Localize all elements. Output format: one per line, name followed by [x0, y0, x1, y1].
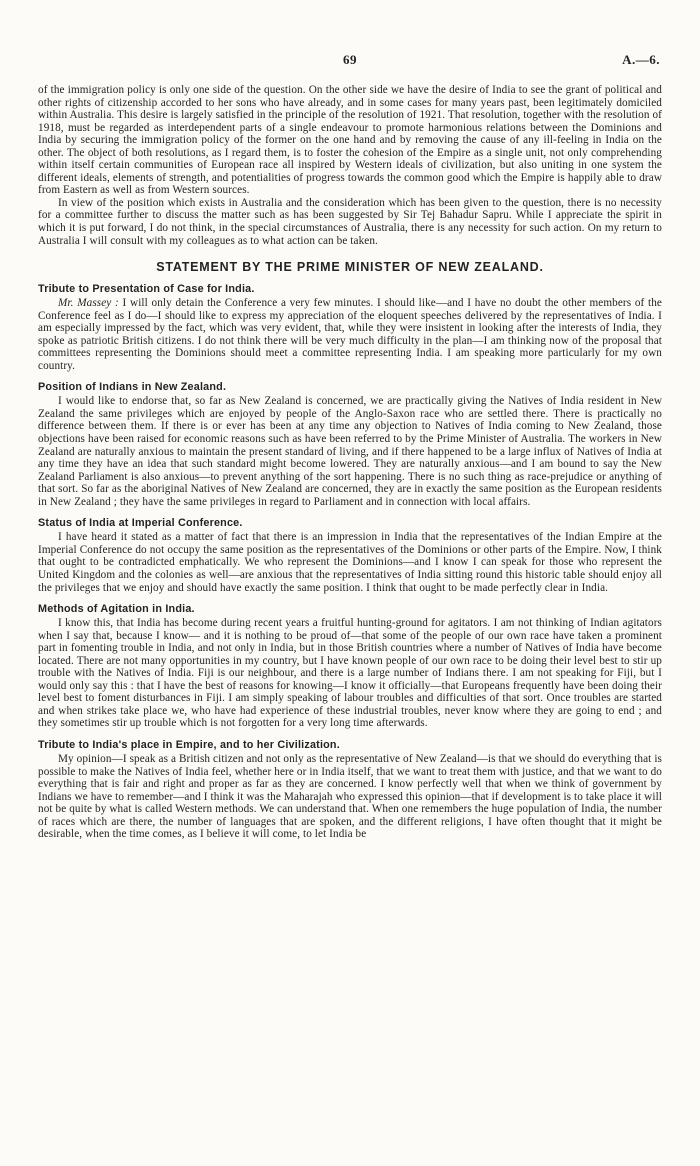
section-heading: Tribute to Presentation of Case for India. [38, 283, 255, 296]
paragraph: of the immigration policy is only one side of the question. On the other side we have the desire of India to see the grant of political and other rights of citizenship accorded to her sons who have already, and in some cases for many years past, been legitimately domiciled within Australia. This desire is largely satisfied in the principle of the resolution of 1921. That resolution, together with the resolution of 1918, must be regarded as interdependent parts of a single endeavour to promote harmonious relations between the Dominions and India by securing the immigration policy of the former on the one hand and by removing the cause of any ill-feeling in India on the other. The object of both resolutions, as I regard them, is to foster the cohesion of the Empire as a single unit, not only comprehending within itself certain communities of European race all inspired by Western ideals of civilization, but also uniting in one system the different ideals, elements of strength, and potentialities of progress towards the common good which the Empire is happily able to draw from Eastern as well as from Western sources. [38, 84, 662, 197]
section-heading: Methods of Agitation in India. [38, 603, 195, 616]
statement-section [38, 739, 662, 841]
paragraph: In view of the position which exists in Australia and the consideration which has been given to the question, there is no necessity for a committee further to discuss the matter such as has been suggested by Sir Tej Bahadur Sapru. While I appreciate the spirit in which it is put forward, I do not think, in the special circumstances of Australia, there is any necessity for such action. On my return to Australia I will consult with my colleagues as to what action can be taken. [38, 196, 662, 247]
paragraph: I would like to endorse that, so far as New Zealand is concerned, we are practically giving the Natives of India resident in New Zealand the same privileges which are enjoyed by people of the Anglo-Saxon race who are settled there. There is practically no difference between them. If there is or ever has been at any time any objection to Natives of India coming to New Zealand, those objections have been raised for economic reasons such as have been referred to by the Prime Minister of Australia. The workers in New Zealand are naturally anxious to maintain the present standard of living, and if there happened to be a large influx of Natives of India at any time they have an idea that such standard might become lowered. They are naturally anxious—and I am bound to say the New Zealand Parliament is also anxious—to prevent anything of the sort happening. There is no such thing as race-prejudice or anything of that sort. So far as the aboriginal Natives of New Zealand are concerned, they are in exactly the same position as the European residents in New Zealand ; they have the same privileges in regard to Parliament and in connection with local affairs. [38, 395, 662, 508]
speaker-name: Mr. Massey : [58, 297, 123, 310]
statement-section [38, 603, 662, 730]
paragraph: Mr. Massey : I will only detain the Conference a very few minutes. I should like—and I have no doubt the other members of the Conference feel as I do—I should like to express my appreciation of the eloquent speeches delivered by the representatives of India. I am especially impressed by the fact, which was very evident, that, while they were insistent in looking after the interests of India, they spoke as patriotic British citizens. I do not think there will be very much difficulty in the plan—I am thinking now of the proposal that committees representing the Dominions should meet a committee representing India. I am speaking more particularly for my own country. [38, 297, 662, 372]
page-header [38, 52, 662, 70]
statement-section [38, 381, 662, 508]
paragraph: I have heard it stated as a matter of fact that there is an impression in India that the representatives of the Indian Empire at the Imperial Conference do not occupy the same position as the representatives of the Dominions or other parts of the Empire. Now, I think that ought to be contradicted emphatically. We who represent the Dominions—and I know I can speak for those who represent the United Kingdom and the colonies as well—are anxious that the representatives of India sitting round this historic table should enjoy all the privileges that we enjoy and should have exactly the same position. I think that ought to be made perfectly clear in India. [38, 531, 662, 594]
section-heading: Status of India at Imperial Conference. [38, 517, 243, 530]
doc-reference: A.—6. [622, 52, 660, 67]
paragraph: I know this, that India has become during recent years a fruitful hunting-ground for agitators. I am not thinking of Indian agitators when I say that, because I know— and it is nothing to be proud of—that some of the people of our own race have taken a prominent part in fomenting trouble in India, and not only in India, but in those British countries where a number of Natives of India have become located. There are not many opportunities in my country, but I have known people of our own race to be doing their level best to stir up trouble with the Natives of India. Fiji is our neighbour, and there is a large number of Indians there. I am not speaking for Fiji, but I would only say this : that I have the best of reasons for knowing—I know it officially—that Europeans frequently have been doing their level best to foment disturbances in Fiji. I am simply speaking of labour troubles and difficulties of that sort. Once troubles are started and when strikes take place we, who have had experience of these industrial troubles, never know where they are going to end ; and they sometimes stir up trouble which is not forgotten for a very long time afterwards. [38, 617, 662, 730]
section-heading: Tribute to India's place in Empire, and to her Civilization. [38, 738, 340, 751]
statement-section [38, 283, 662, 372]
statement-section [38, 517, 662, 594]
section-heading: Position of Indians in New Zealand. [38, 381, 227, 394]
continuation-paragraphs [38, 84, 662, 247]
paragraph: My opinion—I speak as a British citizen and not only as the representative of New Zealand—is that we should do everything that is possible to make the Natives of India feel, whether here or in India itself, that we want to treat them with justice, and that we want to do everything that is fair and right and proper as far as they are concerned. I know perfectly well that when we think of government by Indians we have to remember—and I think it was the Maharajah who expressed this opinion—that if development is to take place it will not be quite by what is called Western methods. We can understand that. When one remembers the huge population of India, the number of races which are there, the number of languages that are spoken, and the different religions, I have often thought that it might be desirable, when the time comes, as I believe it will come, to let India be [38, 752, 662, 841]
statement-title: STATEMENT BY THE PRIME MINISTER OF NEW ZEALAND. [156, 260, 544, 275]
statement-sections [38, 283, 662, 841]
page-number: 69 [343, 52, 357, 67]
